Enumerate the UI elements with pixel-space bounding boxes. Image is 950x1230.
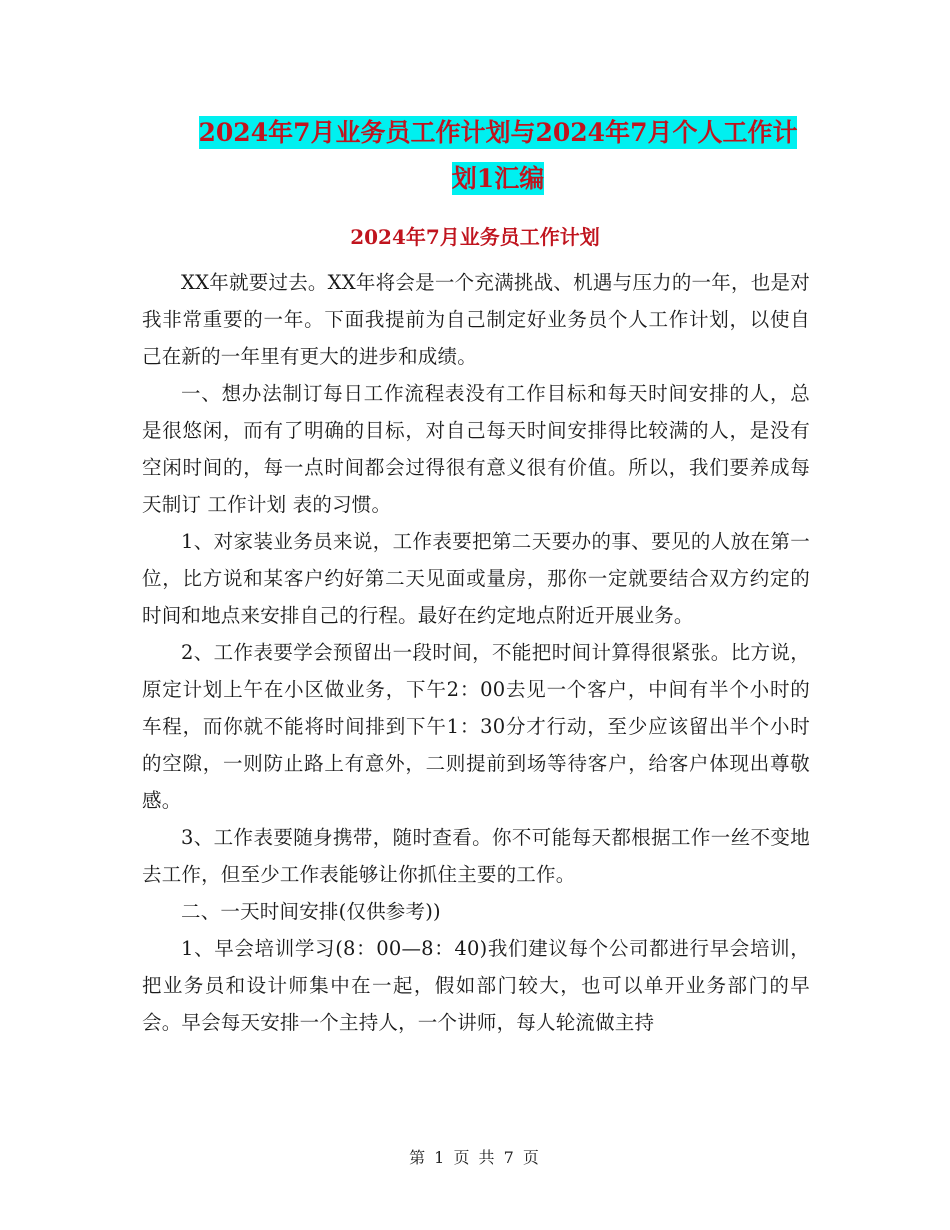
paragraph: 1、早会培训学习(8：00—8：40)我们建议每个公司都进行早会培训，把业务员和设计师集中在一起，假如部门较大，也可以单开业务部门的早会。早会每天安排一个主持人，一个讲师，每人轮流做主持 [142, 937, 810, 1034]
paragraph: 1、对家装业务员来说，工作表要把第二天要办的事、要见的人放在第一位，比方说和某客户约好第二天见面或量房，那你一定就要结合双方约定的时间和地点来安排自己的行程。最好在约定地点附近开展业务。 [142, 530, 810, 627]
document-title-line1: 2024年7月业务员工作计划与2024年7月个人工作计 [198, 118, 798, 147]
paragraph: XX年就要过去。XX年将会是一个充满挑战、机遇与压力的一年，也是对我非常重要的一年。下面我提前为自己制定好业务员个人工作计划，以使自己在新的一年里有更大的进步和成绩。 [142, 271, 810, 368]
document-title [140, 110, 856, 202]
section-title: 2024年7月业务员工作计划 [350, 225, 600, 249]
paragraph: 二、一天时间安排(仅供参考)) [181, 900, 441, 923]
document-body [142, 264, 810, 1041]
paragraph: 2、工作表要学会预留出一段时间，不能把时间计算得很紧张。比方说，原定计划上午在小区做业务，下午2：00去见一个客户，中间有半个小时的车程，而你就不能将时间排到下午1：30分才行动，至少应该留出半个小时的空隙，一则防止路上有意外，二则提前到场等待客户，给客户体现出尊敬感。 [142, 641, 810, 812]
page-footer: 第 1 页 共 7 页 [409, 1148, 541, 1167]
paragraph: 3、工作表要随身携带，随时查看。你不可能每天都根据工作一丝不变地去工作，但至少工作表能够让你抓住主要的工作。 [142, 826, 810, 886]
paragraph: 一、想办法制订每日工作流程表没有工作目标和每天时间安排的人，总是很悠闲，而有了明确的目标，对自己每天时间安排得比较满的人，是没有空闲时间的，每一点时间都会过得很有意义很有价值。所以，我们要养成每天制订 工作计划 表的习惯。 [142, 382, 810, 516]
document-title-line2: 划1汇编 [451, 164, 545, 193]
